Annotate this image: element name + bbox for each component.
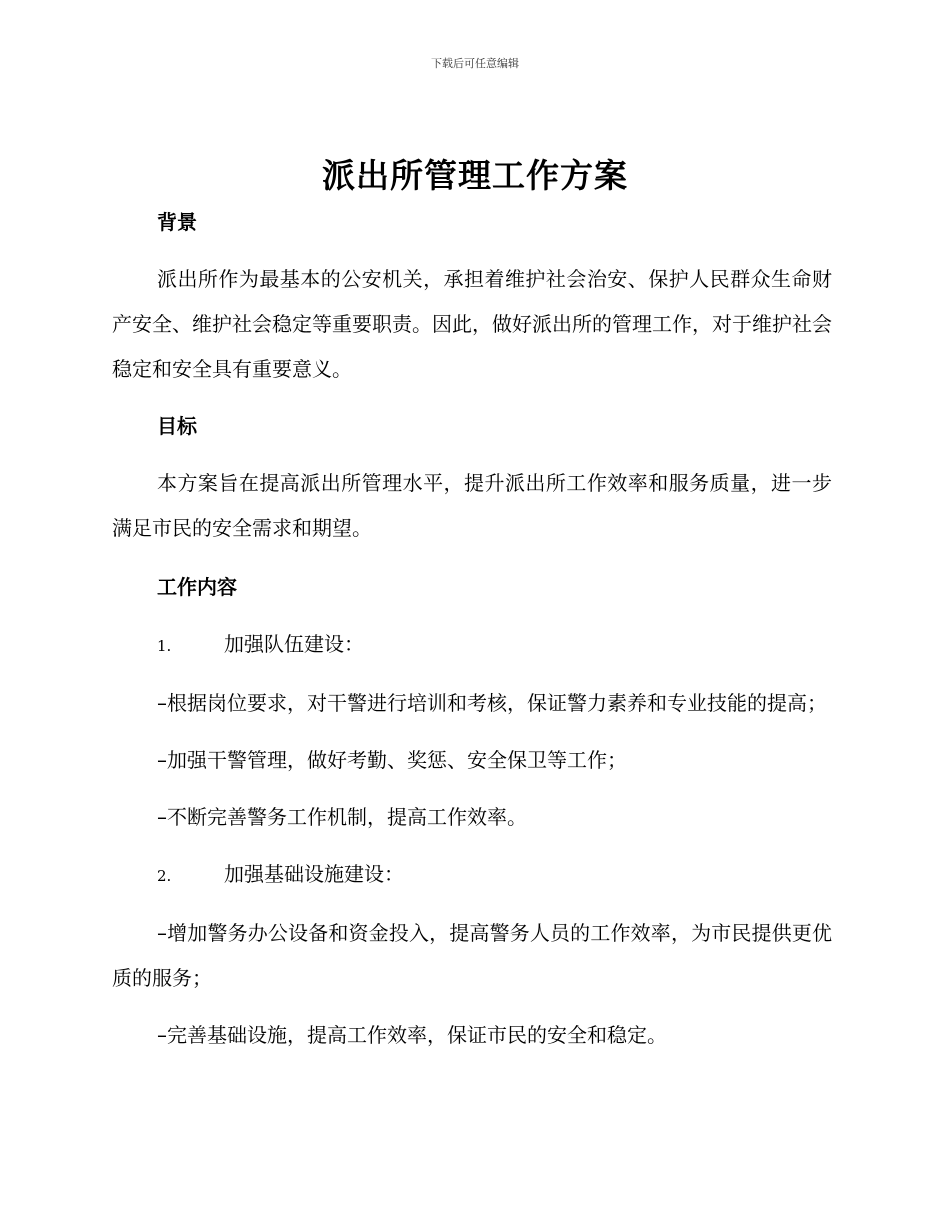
spacer xyxy=(112,245,832,257)
spacer xyxy=(112,899,832,911)
section-heading-background: 背景 xyxy=(157,210,197,234)
header-note: 下载后可任意编辑 xyxy=(431,57,519,70)
document-title: 派出所管理工作方案 xyxy=(322,156,628,195)
work-item-1 xyxy=(112,622,832,669)
section-heading-goal: 目标 xyxy=(157,414,197,438)
spacer xyxy=(112,783,832,795)
section-heading-work: 工作内容 xyxy=(157,575,237,599)
work-item-1-number: 1. xyxy=(157,637,172,655)
work-item-1-bullet-2: –加强干警管理，做好考勤、奖惩、安全保卫等工作； xyxy=(157,748,627,772)
work-item-2-bullet-2: –完善基础设施，提高工作效率，保证市民的安全和稳定。 xyxy=(157,1023,667,1047)
spacer xyxy=(112,392,832,404)
work-item-2-bullet-1: –增加警务办公设备和资金投入，提高警务人员的工作效率，为市民提供更优质的服务； xyxy=(112,921,832,990)
work-item-2 xyxy=(112,852,832,899)
background-paragraph: 派出所作为最基本的公安机关，承担着维护社会治安、保护人民群众生命财产安全、维护社会稳定等重要职责。因此，做好派出所的管理工作，对于维护社会稳定和安全具有重要意义。 xyxy=(112,267,832,381)
spacer xyxy=(112,840,832,852)
work-item-1-bullet-3: –不断完善警务工作机制，提高工作效率。 xyxy=(157,805,527,829)
spacer xyxy=(112,669,832,681)
document-body xyxy=(112,200,832,1058)
spacer xyxy=(112,1001,832,1013)
spacer xyxy=(112,449,832,461)
spacer xyxy=(112,726,832,738)
work-item-2-label: 加强基础设施建设： xyxy=(224,862,404,886)
spacer xyxy=(112,551,832,565)
work-item-1-label: 加强队伍建设： xyxy=(224,632,364,656)
work-item-2-number: 2. xyxy=(157,867,172,885)
spacer xyxy=(112,610,832,622)
work-item-1-bullet-1: –根据岗位要求，对干警进行培训和考核，保证警力素养和专业技能的提高； xyxy=(157,691,827,715)
goal-paragraph: 本方案旨在提高派出所管理水平，提升派出所工作效率和服务质量，进一步满足市民的安全需求和期望。 xyxy=(112,471,832,540)
